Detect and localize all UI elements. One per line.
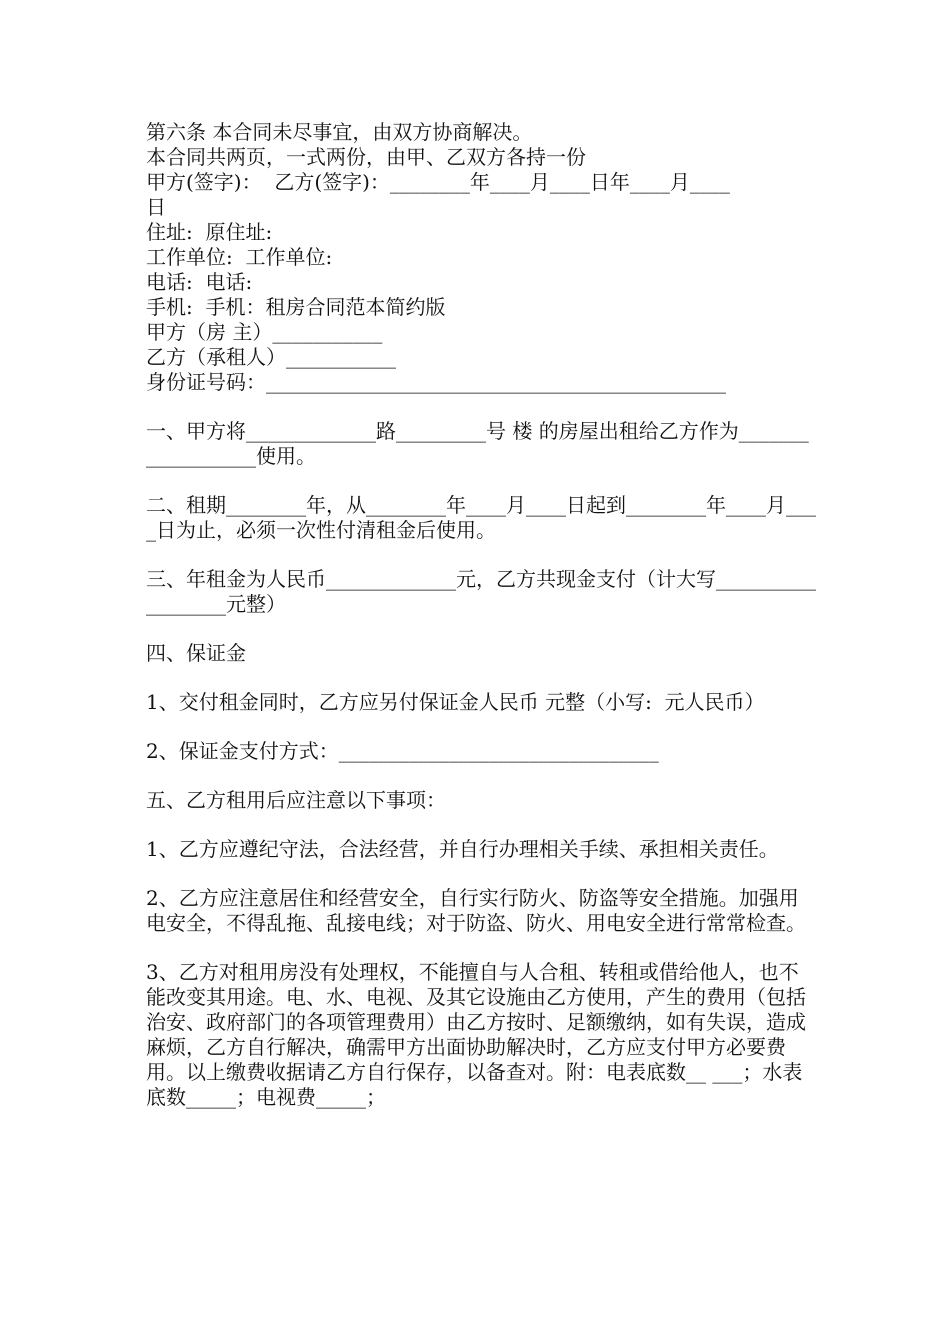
clause-5-2-safety: 2、乙方应注意居住和经营安全，自行实行防火、防盗等安全措施。加强用电安全，不得乱拖、乱接电线；对于防盗、防火、用电安全进行常常检查。 bbox=[146, 886, 806, 935]
spacer bbox=[146, 617, 816, 641]
header-line-signatures: 甲方(签字)： 乙方(签字)：________年____月____日年____月____ bbox=[146, 170, 730, 194]
header-line-id-number: 身份证号码：______________________________________________ bbox=[146, 370, 726, 394]
clause-3-annual-rent: 三、年租金为人民币_____________元，乙方共现金支付（计大写__________________元整） bbox=[146, 567, 816, 616]
header-line-article-6: 第六条 本合同未尽事宜，由双方协商解决。 bbox=[146, 120, 533, 144]
header-line-landlord: 甲方（房 主）___________ bbox=[146, 320, 383, 344]
header-line-copies: 本合同共两页，一式两份，由甲、乙双方各持一份 bbox=[146, 145, 586, 169]
header-line-mobile: 手机: 手机：租房合同范本简约版 bbox=[146, 295, 446, 319]
spacer bbox=[146, 764, 816, 788]
clause-4-2-deposit-method: 2、保证金支付方式：________________________________ bbox=[146, 739, 659, 763]
spacer bbox=[146, 813, 816, 837]
header-line-date-wrap: 日 bbox=[146, 195, 166, 219]
clause-4-1-deposit-amount: 1、交付租金同时，乙方应另付保证金人民币 元整（小写: 元人民币） bbox=[146, 690, 765, 714]
clause-1-premises: 一、甲方将_____________路_________号 楼 的房屋出租给乙方作为__________________使用。 bbox=[146, 419, 809, 468]
contract-document bbox=[146, 120, 816, 1110]
spacer bbox=[146, 469, 816, 493]
spacer bbox=[146, 715, 816, 739]
spacer bbox=[146, 666, 816, 690]
clause-5-title: 五、乙方租用后应注意以下事项： bbox=[146, 788, 446, 812]
header-line-employer: 工作单位: 工作单位: bbox=[146, 245, 333, 269]
spacer bbox=[146, 543, 816, 567]
clause-5-1-compliance: 1、乙方应遵纪守法，合法经营，并自行办理相关手续、承担相关责任。 bbox=[146, 837, 779, 861]
clause-2-lease-term: 二、租期________年，从________年____月____日起到________年____月____日为止，必须一次性付清租金后使用。 bbox=[146, 493, 816, 542]
header-line-tenant: 乙方（承租人）___________ bbox=[146, 345, 396, 369]
spacer bbox=[146, 936, 816, 960]
header-line-phone: 电话: 电话: bbox=[146, 270, 253, 294]
clause-4-title: 四、保证金 bbox=[146, 641, 246, 665]
spacer bbox=[146, 862, 816, 886]
spacer bbox=[146, 395, 816, 419]
clause-5-3-usage-and-fees: 3、乙方对租用房没有处理权，不能擅自与人合租、转租或借给他人，也不能改变其用途。电、水、电视、及其它设施由乙方使用，产生的费用（包括治安、政府部门的各项管理费用）由乙方按时、足额缴纳，如有失误，造成麻烦，乙方自行解决，确需甲方出面协助解决时，乙方应支付甲方必要费用。以上缴费收据请乙方自行保存，以备查对。附：电表底数__ ___；水表底数_____；电视费_____； bbox=[146, 960, 806, 1109]
header-line-address: 住址: 原住址: bbox=[146, 220, 273, 244]
